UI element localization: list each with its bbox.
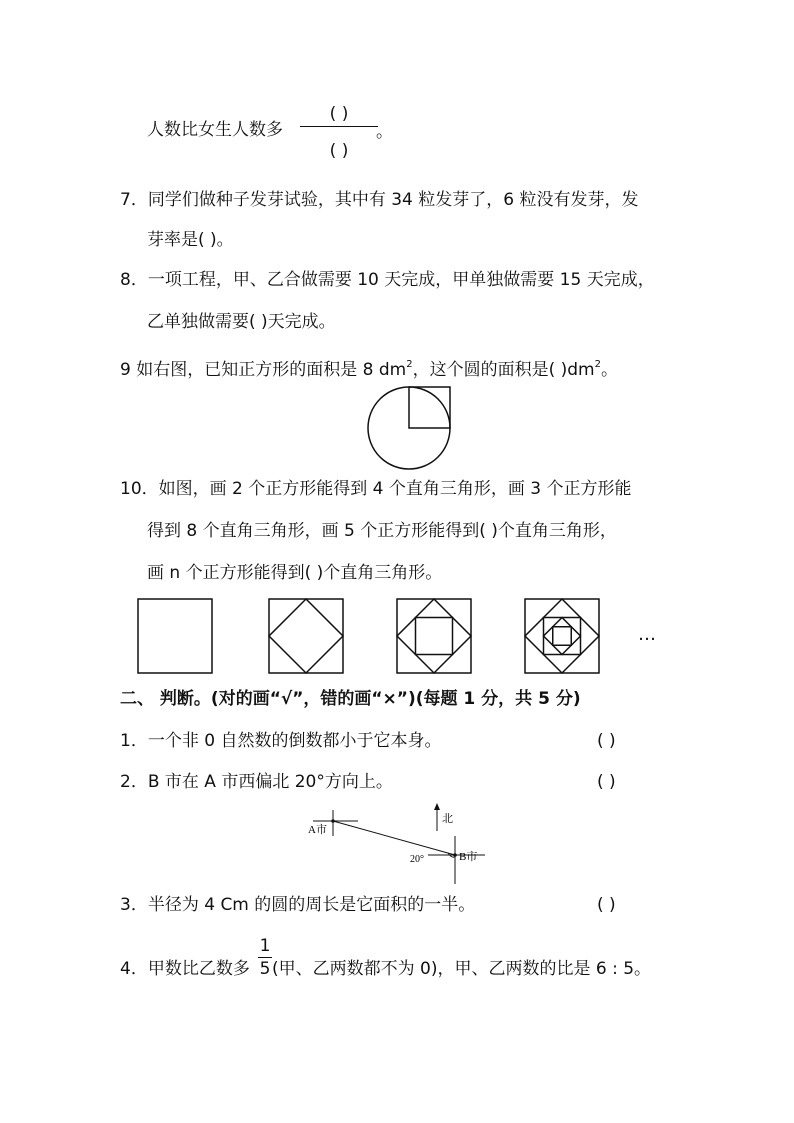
- judge4-frac-num: 1: [259, 936, 271, 956]
- q9-sup-a: 2: [406, 359, 413, 370]
- q10-line3: 画 n 个正方形能得到( )个直角三角形。: [147, 563, 443, 583]
- q7-line2: 芽率是( )。: [147, 230, 234, 250]
- angle-label: 20°: [410, 854, 424, 865]
- ellipsis: …: [638, 624, 656, 645]
- north-arrow-head: [434, 803, 440, 810]
- q9-text-a: 9 如右图，已知正方形的面积是 8 dm: [120, 360, 407, 380]
- judge4-prefix: 4．甲数比乙数多: [120, 959, 250, 979]
- nested-squares-2: [268, 598, 344, 674]
- q9-text-b: ，这个圆的面积是( )dm: [412, 360, 595, 380]
- q6-frac-numerator: ( ): [329, 104, 349, 124]
- compass-figure: [308, 800, 488, 886]
- circle-square-figure: [366, 384, 456, 474]
- q6-frac-bar: [300, 126, 378, 141]
- b-point: [453, 853, 457, 857]
- north-label: 北: [442, 813, 453, 825]
- judge3-answer-paren[interactable]: ( ): [597, 895, 616, 915]
- q7-line1: 7．同学们做种子发芽试验，其中有 34 粒发芽了，6 粒没有发芽，发: [120, 190, 639, 210]
- judge3-text: 3．半径为 4 Cm 的圆的周长是它面积的一半。: [120, 895, 476, 915]
- judge1-answer-paren[interactable]: ( ): [597, 731, 616, 751]
- judge1-text: 1．一个非 0 自然数的倒数都小于它本身。: [120, 731, 442, 751]
- section2-heading: 二、 判断。(对的画“√”，错的画“×”)(每题 1 分，共 5 分): [120, 689, 581, 709]
- q10-line1: 10．如图，画 2 个正方形能得到 4 个直角三角形，画 3 个正方形能: [120, 479, 632, 499]
- b-city-label: B市: [459, 851, 478, 863]
- q9-text: [120, 353, 618, 382]
- nested-squares-3: [396, 598, 472, 674]
- judge2-answer-paren[interactable]: ( ): [597, 772, 616, 792]
- q6-frac-denominator: ( ): [329, 141, 349, 161]
- q6-end: 。: [376, 122, 393, 142]
- q9-end: 。: [600, 360, 618, 380]
- judge4-frac-den: 5: [259, 959, 271, 979]
- q6-text: 人数比女生人数多: [147, 120, 283, 140]
- q10-line2: 得到 8 个直角三角形，画 5 个正方形能得到( )个直角三角形，: [147, 521, 617, 541]
- judge4-fraction: [258, 935, 272, 980]
- q6-fraction: [300, 104, 378, 161]
- nested-squares-1: [137, 598, 213, 674]
- judge4-suffix: (甲、乙两数都不为 0)，甲、乙两数的比是 6 : 5。: [272, 959, 652, 979]
- a-city-label: A市: [308, 824, 327, 836]
- nested-squares-4: [524, 598, 600, 674]
- judge2-text: 2．B 市在 A 市西偏北 20°方向上。: [120, 772, 393, 792]
- q8-line2: 乙单独做需要( )天完成。: [147, 312, 336, 332]
- q9-sup-b: 2: [594, 359, 601, 370]
- q8-line1: 8．一项工程，甲、乙合做需要 10 天完成，甲单独做需要 15 天完成，: [120, 270, 655, 290]
